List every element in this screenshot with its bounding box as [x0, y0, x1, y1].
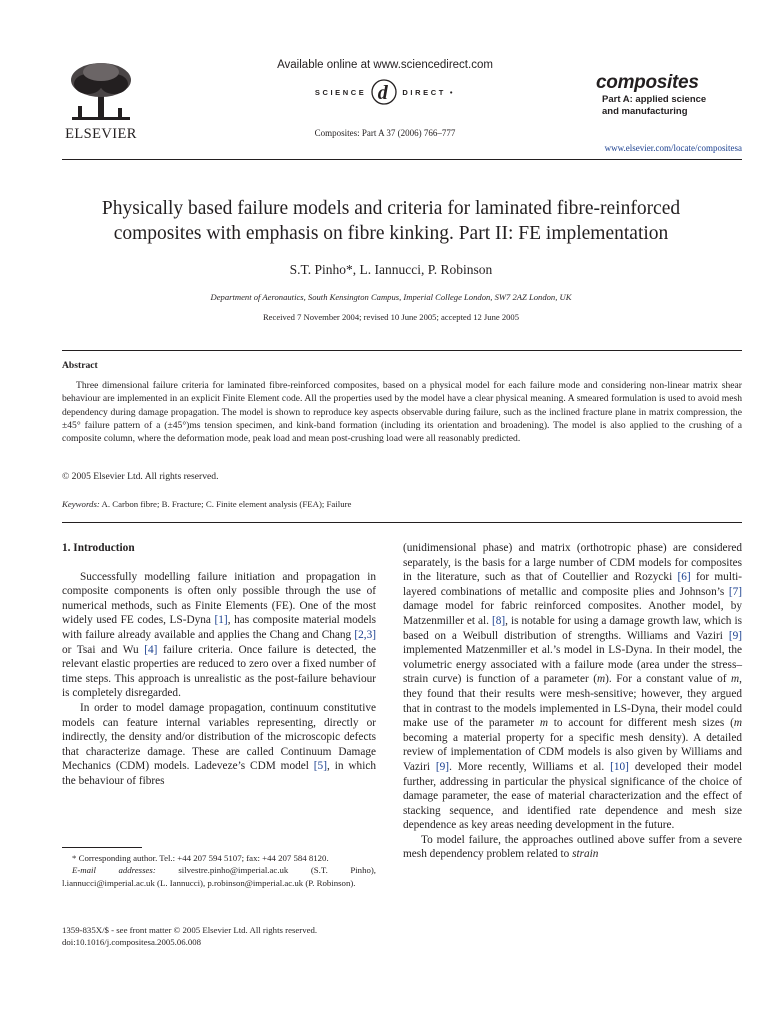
journal-subtitle-2: and manufacturing [602, 106, 688, 117]
abstract-copyright: © 2005 Elsevier Ltd. All rights reserved. [62, 471, 219, 482]
article-title [40, 196, 742, 246]
citation-link[interactable]: [10] [610, 760, 629, 773]
citation-link[interactable]: [5] [313, 760, 327, 773]
sd-mark-letter: d [378, 82, 391, 104]
intro-paragraph-2: In order to model damage propagation, continuum constitutive models can feature internal variables representing, directly or indirectly, the density and/or distribution of the microscopic defects that characterize damage. These are called Continuum Damage Mechanics (CDM) models. Ladeveze’s CDM model [5], in which the behaviour of fibres [62, 701, 376, 787]
received-dates: Received 7 November 2004; revised 10 June 2005; accepted 12 June 2005 [262, 312, 520, 322]
intro-paragraph-continued: (unidimensional phase) and matrix (orthotropic phase) are considered separately, is the basis for a large number of CDM models for composites in the literature, such as that of Coutellier and Rozycki [6] for multi-layered combinations of metallic and composite plies and Johnson’s [7] damage model for fabric reinforced composites. Another model, by Matzenmiller et al. [8], is notable for using a damage growth law, which is based on a Weibull distribution of strengths. Williams and Vaziri [9] implemented Matzenmiller et al.’s model in LS-Dyna. In their model, the volumetric energy associated with a failure mode (area under the stress–strain curve) is function of a parameter (m). For a constant value of m, they found that their results were mesh-sensitive; however, they argued that in contrast to the models implemented in LS-Dyna, their model could make use of the parameter m to account for different mesh sizes (m becoming a material property for a specific mesh density). A detailed review of implementation of CDM models is also given by Williams and Vaziri [9]. More recently, Williams et al. [10] developed their model further, addressing in particular the physical significance of the choice of damage parameter, the ease of material characterization and the effect of stacking sequence, and identified rate dependence and mesh size dependence as key areas needing development in the future. [403, 542, 743, 832]
affiliation: Department of Aeronautics, South Kensington Campus, Imperial College London, SW7 2AZ London, UK [210, 292, 572, 302]
title-line-1: Physically based failure models and criteria for laminated fibre-reinforced [101, 198, 681, 219]
citation-link[interactable]: [6] [677, 571, 691, 584]
sd-right-word: DIRECT [402, 87, 446, 97]
abstract-text: Three dimensional failure criteria for laminated fibre-reinforced composites, based on a physical model for each failure mode and considering non-linear matrix shear behaviour are implemented in an explicit Finite Element code. All the properties used by the model have a clear physical meaning. A smeared formulation is used to avoid mesh dependency during damage propagation. The model is shown to reproduce key aspects observable during failure, such as the inclined fracture plane in matrix compression, the ±45° failure pattern of a (±45°)ms tension specimen, and kink-band formation (including its orientation and broadening). The model is also applied to the crushing of a composite column, where the deformation mode, peak load and mean post-crushing load were all reasonably predicted. [62, 380, 742, 445]
journal-url-link[interactable]: www.elsevier.com/locate/compositesa [604, 143, 742, 153]
sciencedirect-logo [260, 79, 510, 105]
header-rule [62, 159, 742, 160]
footnote [62, 852, 376, 889]
journal-logo [596, 72, 756, 118]
sd-left-word: SCIENCE [314, 87, 367, 97]
intro-paragraph-1: Successfully modelling failure initiation and propagation in composite components is often only possible through the use of numerical methods, such as Finite Elements (FE). One of the most widely used FE codes, LS-Dyna [1], has composite material models with failure already available and applies the Chang and Chang [2,3] or Tsai and Wu [4] failure criteria. Once failure is detected, the relevant elastic properties are reduced to zero over a fixed number of time steps. This approach is unrealistic as the post-failure behaviour is completely disregarded. [62, 570, 376, 700]
footnote-rule [62, 847, 142, 848]
journal-reference: Composites: Part A 37 (2006) 766–777 [314, 128, 456, 138]
citation-link[interactable]: [9] [728, 629, 742, 642]
journal-subtitle-1: Part A: applied science [602, 94, 707, 105]
sciencedirect-block [260, 59, 510, 105]
journal-header [0, 0, 768, 160]
citation-link[interactable]: [9] [435, 760, 450, 773]
sciencedirect-mark-icon [370, 78, 398, 106]
left-column [62, 541, 376, 789]
title-line-2: composites with emphasis on fibre kinking. Part II: FE implementation [113, 223, 669, 244]
intro-paragraph-3: To model failure, the approaches outlined above suffer from a severe mesh dependency problem related to strain [403, 833, 742, 861]
publisher-name: ELSEVIER [65, 126, 137, 142]
corresponding-author: * Corresponding author. Tel.: +44 207 594 5107; fax: +44 207 584 8120. [72, 853, 329, 863]
authors: S.T. Pinho*, L. Iannucci, P. Robinson [289, 262, 493, 277]
section-heading: 1. Introduction [62, 542, 135, 554]
email-addresses: E-mail addresses: silvestre.pinho@imperial.ac.uk (S.T. Pinho), l.iannucci@imperial.ac.uk (L. Iannucci), p.robinson@imperial.ac.uk (P. Robinson). [62, 865, 376, 888]
elsevier-logo [62, 62, 140, 144]
citation-link[interactable]: [4] [144, 643, 158, 656]
citation-link[interactable]: [8] [491, 614, 506, 627]
abstract-heading: Abstract [62, 360, 98, 371]
abstract-top-rule [62, 350, 742, 351]
issn-line: 1359-835X/$ - see front matter © 2005 Elsevier Ltd. All rights reserved. [62, 925, 318, 935]
citation-link[interactable]: [2,3] [354, 628, 376, 641]
keywords-text: A. Carbon fibre; B. Fracture; C. Finite element analysis (FEA); Failure [99, 499, 352, 509]
sd-symbol: • [449, 87, 456, 97]
available-online[interactable]: Available online at www.sciencedirect.com [277, 59, 493, 71]
journal-name: composites [596, 72, 699, 93]
right-column [403, 541, 742, 862]
citation-link[interactable]: [1] [214, 614, 228, 627]
keywords-label: Keywords: [62, 499, 100, 509]
elsevier-tree-icon [68, 62, 134, 124]
front-matter [62, 924, 376, 949]
abstract-bottom-rule [62, 522, 742, 523]
citation-link[interactable]: [7] [728, 585, 742, 598]
keywords [62, 499, 742, 509]
doi-line[interactable]: doi:10.1016/j.compositesa.2005.06.008 [62, 937, 202, 948]
